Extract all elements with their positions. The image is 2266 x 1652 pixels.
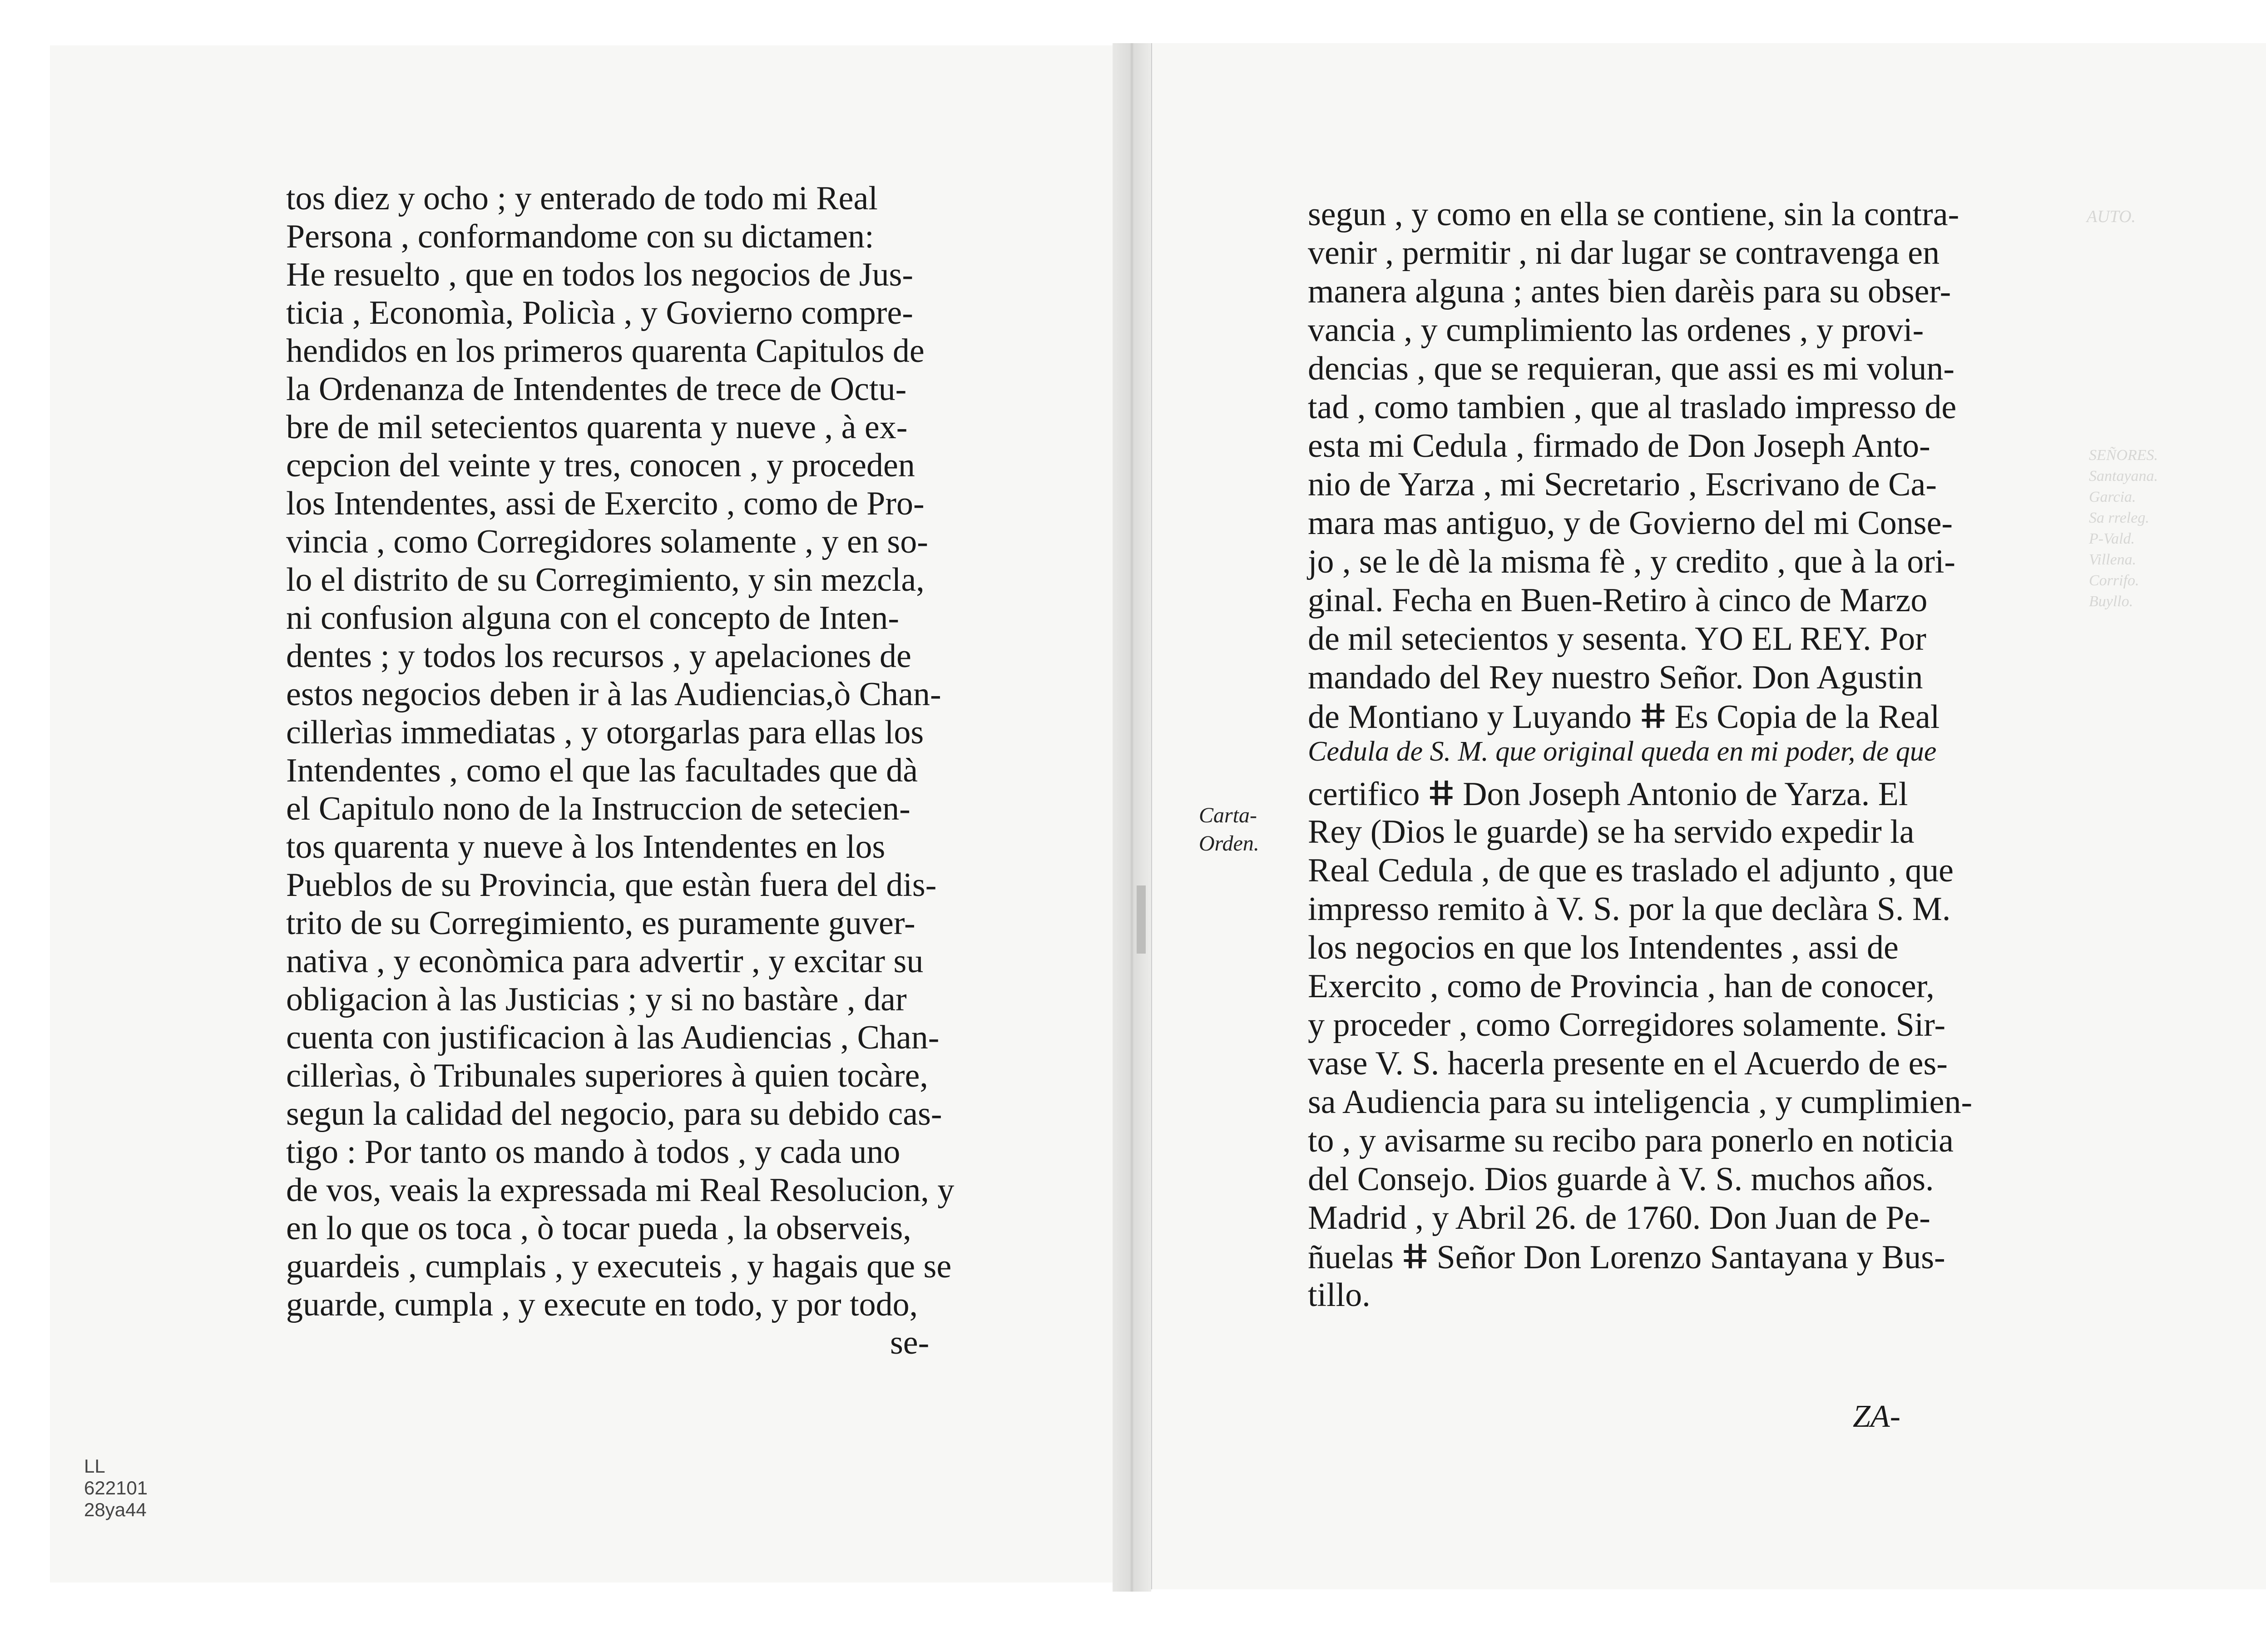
gutter-fold	[1137, 885, 1146, 954]
text-line: tillo.	[1308, 1276, 1370, 1314]
text-line: vincia , como Corregidores solamente , y en so-	[286, 523, 928, 560]
text-line: trito de su Corregimiento, es puramente guver-	[286, 905, 915, 942]
text-line: lo el distrito de su Corregimiento, y sin mezcla,	[286, 561, 925, 598]
bleed-through-list	[2089, 445, 2158, 612]
text-line: hendidos en los primeros quarenta Capitulos de	[286, 332, 925, 370]
bleed-line: Buyllo.	[2089, 593, 2133, 610]
text-line: los Intendentes, assi de Exercito , como de Pro-	[286, 485, 925, 522]
bleed-line: Santayana.	[2089, 468, 2158, 485]
catchword-right: ZA-	[1853, 1399, 1900, 1434]
text-line: mandado del Rey nuestro Señor. Don Agustin	[1308, 659, 1923, 696]
book-gutter	[1113, 43, 1151, 1592]
shelfmark-line: 28ya44	[84, 1499, 147, 1520]
bleed-line: Corrifo.	[2089, 572, 2139, 589]
text-line: ginal. Fecha en Buen-Retiro à cinco de Marzo	[1308, 582, 1928, 619]
text-line: guardeis , cumplais , y executeis , y hagais que se	[286, 1248, 952, 1285]
text-line: segun la calidad del negocio, para su debido cas-	[286, 1095, 942, 1133]
text-line: Intendentes , como el que las facultades que dà	[286, 752, 918, 789]
text-line: sa Audiencia para su inteligencia , y cumplimien-	[1308, 1083, 1973, 1121]
text-line: de Montiano y Luyando ⵌ Es Copia de la Real	[1308, 698, 1940, 736]
text-line: cuenta con justificacion à las Audiencias , Chan-	[286, 1019, 940, 1056]
text-line: dencias , que se requieran, que assi es mi volun-	[1308, 350, 1955, 387]
text-line: cillerìas, ò Tribunales superiores à quien tocàre,	[286, 1057, 928, 1094]
text-line: estos negocios deben ir à las Audiencias,ò Chan-	[286, 676, 941, 713]
text-line: to , y avisarme su recibo para ponerlo en noticia	[1308, 1122, 1954, 1159]
text-line: dentes ; y todos los recursos , y apelaciones de	[286, 638, 911, 675]
text-line: tad , como tambien , que al traslado impresso de	[1308, 389, 1957, 426]
text-line: esta mi Cedula , firmado de Don Joseph Anto-	[1308, 427, 1930, 465]
text-line: y proceder , como Corregidores solamente. Sir-	[1308, 1006, 1946, 1044]
text-line: bre de mil setecientos quarenta y nueve , à ex-	[286, 409, 908, 446]
text-line: Pueblos de su Provincia, que estàn fuera del dis-	[286, 866, 937, 904]
marginal-note-line: Orden.	[1199, 831, 1259, 856]
text-line-italic: Cedula de S. M. que original queda en mi poder, de que	[1308, 736, 1937, 767]
text-line: vase V. S. hacerla presente en el Acuerdo de es-	[1308, 1045, 1948, 1082]
bleed-line: Villena.	[2089, 551, 2137, 568]
catchword-left: se-	[890, 1324, 930, 1361]
text-line: venir , permitir , ni dar lugar se contravenga en	[1308, 234, 1940, 272]
text-line: ñuelas ⵌ Señor Don Lorenzo Santayana y Bus-	[1308, 1239, 1945, 1276]
text-line: Madrid , y Abril 26. de 1760. Don Juan de Pe-	[1308, 1199, 1930, 1237]
text-line: He resuelto , que en todos los negocios de Jus-	[286, 256, 914, 293]
text-line: ticia , Economìa, Policìa , y Govierno compre-	[286, 294, 913, 331]
marginal-note	[1199, 801, 1259, 858]
text-line: obligacion à las Justicias ; y si no bastàre , dar	[286, 981, 907, 1018]
text-line: guarde, cumpla , y execute en todo, y por todo,	[286, 1286, 918, 1323]
text-line: vancia , y cumplimiento las ordenes , y provi-	[1308, 312, 1924, 349]
text-line: de mil setecientos y sesenta. YO EL REY. Por	[1308, 620, 1926, 658]
bleed-line: Sa rreleg.	[2089, 509, 2149, 526]
text-line: cepcion del veinte y tres, conocen , y proceden	[286, 447, 915, 484]
text-line: la Ordenanza de Intendentes de trece de Octu-	[286, 371, 907, 408]
text-line: ni confusion alguna con el concepto de Inten-	[286, 599, 900, 637]
text-line: del Consejo. Dios guarde à V. S. muchos años.	[1308, 1161, 1934, 1198]
text-line: cillerìas immediatas , y otorgarlas para ellas los	[286, 714, 924, 751]
text-line: Rey (Dios le guarde) se ha servido expedir la	[1308, 813, 1915, 851]
bleed-line: Garcia.	[2089, 489, 2136, 505]
text-line: impresso remito à V. S. por la que declàra S. M.	[1308, 890, 1951, 928]
shelfmark-annotation	[84, 1455, 148, 1521]
bleed-line: P-Vald.	[2089, 530, 2135, 547]
text-line: de vos, veais la expressada mi Real Resolucion, y	[286, 1172, 955, 1209]
text-line: segun , y como en ella se contiene, sin la contra-	[1308, 196, 1959, 233]
marginal-note-line: Carta-	[1199, 803, 1257, 827]
text-line: Persona , conformandome con su dictamen:	[286, 218, 874, 255]
text-line: nio de Yarza , mi Secretario , Escrivano de Ca-	[1308, 466, 1937, 503]
shelfmark-line: LL	[84, 1455, 105, 1477]
text-line: tos diez y ocho ; y enterado de todo mi Real	[286, 180, 878, 217]
text-line: manera alguna ; antes bien darèis para su obser-	[1308, 273, 1951, 310]
text-line: Exercito , como de Provincia , han de conocer,	[1308, 968, 1935, 1005]
bleed-line: SEÑORES.	[2089, 447, 2158, 464]
text-line: tigo : Por tanto os mando à todos , y cada uno	[286, 1133, 900, 1171]
shelfmark-line: 622101	[84, 1477, 148, 1499]
text-line: jo , se le dè la misma fè , y credito , que à la ori-	[1308, 543, 1956, 580]
text-line: los negocios en que los Intendentes , assi de	[1308, 929, 1899, 966]
text-line: tos quarenta y nueve à los Intendentes en los	[286, 828, 886, 866]
text-line: mara mas antiguo, y de Govierno del mi Conse-	[1308, 505, 1953, 542]
text-line: Real Cedula , de que es traslado el adjunto , que	[1308, 852, 1954, 889]
text-line: nativa , y econòmica para advertir , y excitar su	[286, 943, 924, 980]
bleed-through-header: AUTO.	[2087, 207, 2136, 226]
text-line: certifico ⵌ Don Joseph Antonio de Yarza. El	[1308, 776, 1908, 813]
text-line: en lo que os toca , ò tocar pueda , la observeis,	[286, 1210, 911, 1247]
text-line: el Capitulo nono de la Instruccion de setecien-	[286, 790, 910, 827]
